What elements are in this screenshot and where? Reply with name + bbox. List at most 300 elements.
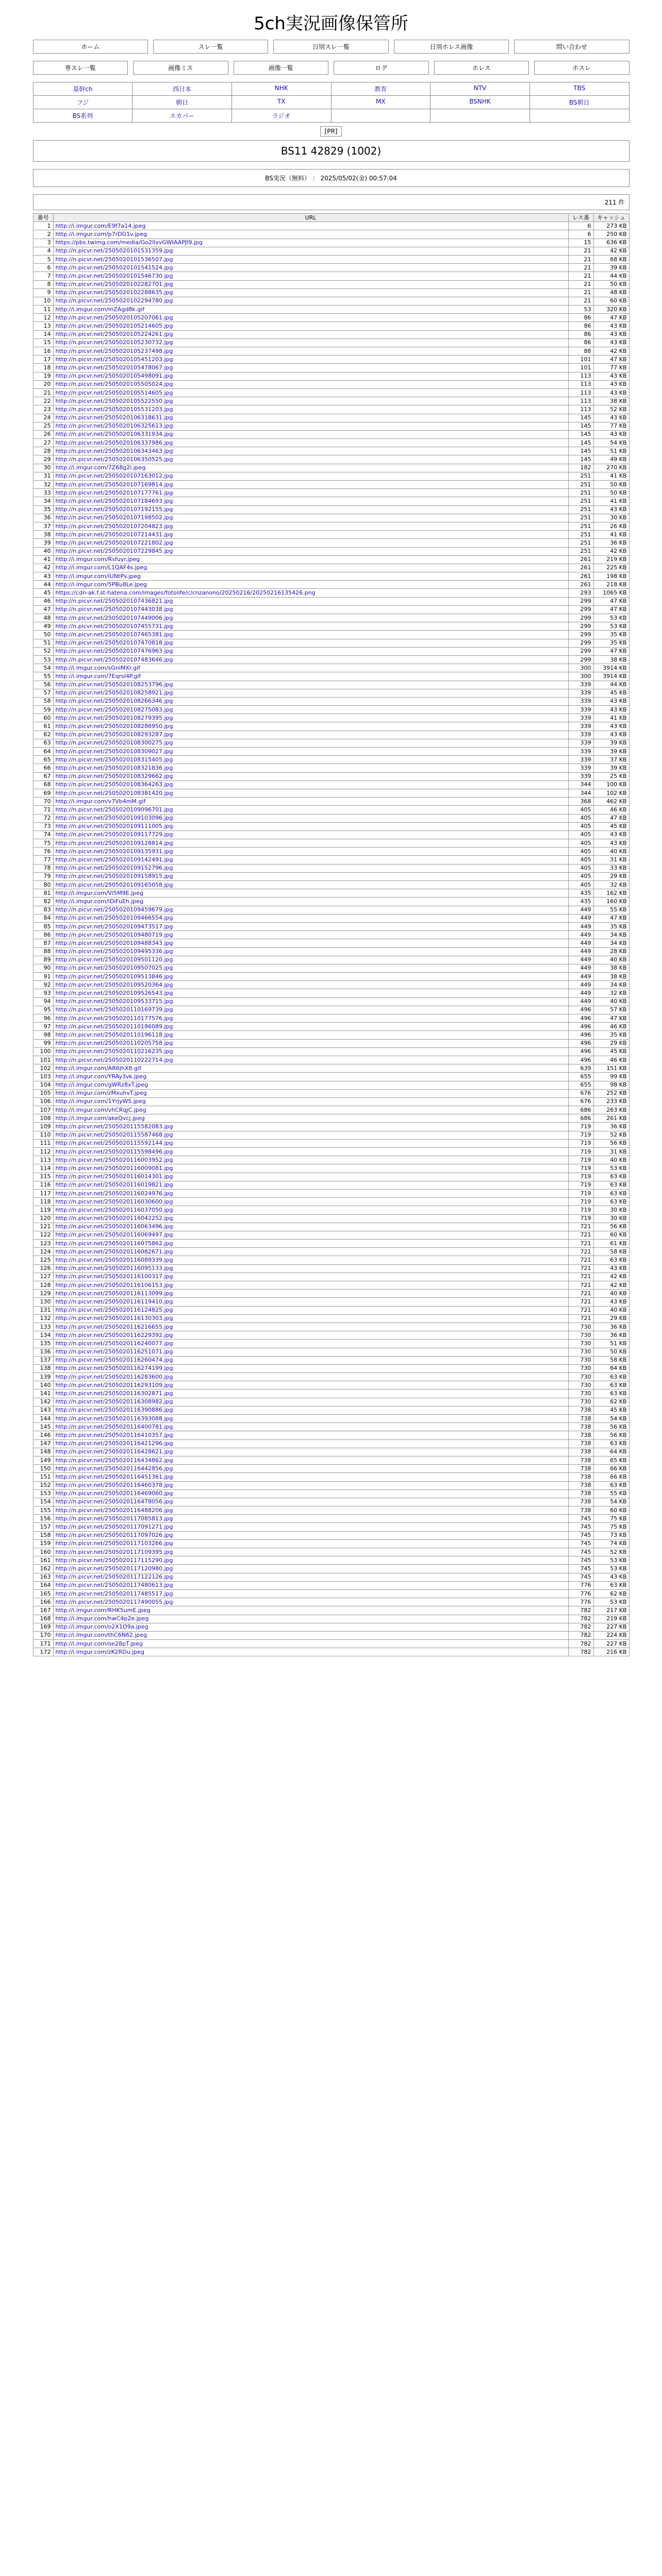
image-url-link[interactable]: http://i.imgur.com/7Z68g2i.jpeg (53, 464, 568, 472)
image-url-link[interactable]: http://n.picvr.net/2505020105230732.jpg (53, 338, 568, 347)
cache-size-link[interactable]: 151 KB (593, 1064, 629, 1073)
image-url-link[interactable]: http://n.picvr.net/2505020107483646.jpg (53, 655, 568, 664)
res-number-link[interactable]: 719 (568, 1139, 593, 1147)
cache-size-link[interactable]: 60 KB (593, 1231, 629, 1239)
res-number-link[interactable]: 299 (568, 647, 593, 655)
image-url-link[interactable]: http://n.picvr.net/2505020117091271.jpg (53, 1523, 568, 1531)
image-url-link[interactable]: http://i.imgur.com/iUNtPv.jpeg (53, 572, 568, 581)
cache-size-link[interactable]: 43 KB (593, 322, 629, 330)
cache-size-link[interactable]: 273 KB (593, 222, 629, 230)
cache-size-link[interactable]: 320 KB (593, 306, 629, 314)
image-url-link[interactable]: http://n.picvr.net/2505020116428621.jpg (53, 1448, 568, 1456)
cache-size-link[interactable]: 63 KB (593, 1581, 629, 1589)
res-number-link[interactable]: 496 (568, 1039, 593, 1047)
cache-size-link[interactable]: 198 KB (593, 572, 629, 581)
cache-size-link[interactable]: 40 KB (593, 956, 629, 964)
res-number-link[interactable]: 88 (568, 347, 593, 355)
image-url-link[interactable]: http://n.picvr.net/2505020108381420.jpg (53, 789, 568, 797)
cache-size-link[interactable]: 216 KB (593, 1648, 629, 1656)
image-url-link[interactable]: http://n.picvr.net/2505020116478056.jpg (53, 1498, 568, 1506)
cache-size-link[interactable]: 61 KB (593, 1240, 629, 1248)
image-url-link[interactable]: http://n.picvr.net/2505020117122126.jpg (53, 1573, 568, 1581)
pr-label[interactable]: [PR] (320, 126, 342, 137)
res-number-link[interactable]: 686 (568, 1106, 593, 1114)
image-url-link[interactable]: http://n.picvr.net/2505020107163012.jpg (53, 472, 568, 480)
res-number-link[interactable]: 113 (568, 388, 593, 397)
image-url-link[interactable]: http://n.picvr.net/2505020117115290.jpg (53, 1556, 568, 1565)
cache-size-link[interactable]: 63 KB (593, 1173, 629, 1181)
image-url-link[interactable]: http://n.picvr.net/2505020116216655.jpg (53, 1323, 568, 1331)
cache-size-link[interactable]: 270 KB (593, 464, 629, 472)
res-number-link[interactable]: 719 (568, 1214, 593, 1223)
image-url-link[interactable]: http://i.imgur.com/v7Vb4mM.gif (53, 798, 568, 806)
image-url-link[interactable]: http://n.picvr.net/2505020108321836.jpg (53, 764, 568, 772)
image-url-link[interactable]: http://n.picvr.net/2505020107184693.jpg (53, 497, 568, 505)
cache-size-link[interactable]: 63 KB (593, 1198, 629, 1206)
res-number-link[interactable]: 251 (568, 489, 593, 497)
image-url-link[interactable]: http://n.picvr.net/2505020108309027.jpg (53, 748, 568, 756)
res-number-link[interactable]: 435 (568, 897, 593, 906)
res-number-link[interactable]: 300 (568, 672, 593, 681)
image-url-link[interactable]: http://n.picvr.net/2505020115587468.jpg (53, 1131, 568, 1139)
cache-size-link[interactable]: 57 KB (593, 1006, 629, 1014)
image-url-link[interactable]: http://n.picvr.net/2505020116130303.jpg (53, 1314, 568, 1323)
image-url-link[interactable]: http://n.picvr.net/2505020107436821.jpg (53, 597, 568, 605)
image-url-link[interactable]: http://n.picvr.net/2505020116069497.jpg (53, 1231, 568, 1239)
image-url-link[interactable]: http://n.picvr.net/2505020115582083.jpg (53, 1123, 568, 1131)
res-number-link[interactable]: 721 (568, 1256, 593, 1264)
cache-size-link[interactable]: 29 KB (593, 1314, 629, 1323)
image-url-link[interactable]: http://n.picvr.net/2505020108279395.jpg (53, 714, 568, 722)
cache-size-link[interactable]: 38 KB (593, 655, 629, 664)
nav-link-2[interactable]: 日別スレ一覧 (273, 40, 388, 54)
image-url-link[interactable]: http://i.imgur.com/thC6N62.jpeg (53, 1631, 568, 1639)
subnav-link-0[interactable]: 専スレ一覧 (33, 61, 128, 75)
cache-size-link[interactable]: 60 KB (593, 1506, 629, 1515)
res-number-link[interactable]: 113 (568, 405, 593, 414)
cache-size-link[interactable]: 63 KB (593, 1181, 629, 1189)
image-url-link[interactable]: http://n.picvr.net/2505020108253796.jpg (53, 681, 568, 689)
cache-size-link[interactable]: 250 KB (593, 230, 629, 239)
image-url-link[interactable]: http://n.picvr.net/2505020110196118.jpg (53, 1031, 568, 1039)
image-url-link[interactable]: http://n.picvr.net/2505020105214605.jpg (53, 322, 568, 330)
image-url-link[interactable]: http://n.picvr.net/2505020109111005.jpg (53, 822, 568, 831)
res-number-link[interactable]: 405 (568, 848, 593, 856)
cache-size-link[interactable]: 34 KB (593, 981, 629, 989)
res-number-link[interactable]: 21 (568, 280, 593, 289)
res-number-link[interactable]: 782 (568, 1606, 593, 1615)
cache-size-link[interactable]: 47 KB (593, 605, 629, 614)
res-number-link[interactable]: 53 (568, 306, 593, 314)
image-url-link[interactable]: http://n.picvr.net/2505020108329662.jpg (53, 772, 568, 781)
cache-size-link[interactable]: 41 KB (593, 714, 629, 722)
cache-size-link[interactable]: 43 KB (593, 380, 629, 388)
cache-size-link[interactable]: 26 KB (593, 522, 629, 530)
image-url-link[interactable]: http://n.picvr.net/2505020102294780.jpg (53, 297, 568, 305)
image-url-link[interactable]: http://n.picvr.net/2505020115598496.jpg (53, 1148, 568, 1156)
nav-link-3[interactable]: 日別ホレス画像 (394, 40, 509, 54)
cache-size-link[interactable]: 50 KB (593, 481, 629, 489)
res-number-link[interactable]: 300 (568, 664, 593, 672)
image-url-link[interactable]: http://i.imgur.com/zK2RDu.jpeg (53, 1648, 568, 1656)
cache-size-link[interactable]: 43 KB (593, 731, 629, 739)
image-url-link[interactable]: http://i.imgur.com/Rsfuyr.jpeg (53, 555, 568, 564)
cache-size-link[interactable]: 65 KB (593, 1456, 629, 1464)
res-number-link[interactable]: 339 (568, 722, 593, 731)
cache-size-link[interactable]: 42 KB (593, 347, 629, 355)
res-number-link[interactable]: 730 (568, 1331, 593, 1340)
res-number-link[interactable]: 21 (568, 247, 593, 255)
image-url-link[interactable]: http://n.picvr.net/2505020101546730.jpg (53, 272, 568, 280)
res-number-link[interactable]: 655 (568, 1081, 593, 1089)
image-url-link[interactable]: http://n.picvr.net/2505020116274199.jpg (53, 1364, 568, 1372)
cache-size-link[interactable]: 43 KB (593, 1298, 629, 1306)
res-number-link[interactable]: 145 (568, 414, 593, 422)
image-url-link[interactable]: http://n.picvr.net/2505020107169814.jpg (53, 481, 568, 489)
res-number-link[interactable]: 730 (568, 1340, 593, 1348)
nav-link-0[interactable]: ホーム (33, 40, 148, 54)
cache-size-link[interactable]: 462 KB (593, 798, 629, 806)
image-url-link[interactable]: http://n.picvr.net/2505020108266346.jpg (53, 697, 568, 705)
res-number-link[interactable]: 782 (568, 1648, 593, 1656)
cache-size-link[interactable]: 100 KB (593, 781, 629, 789)
res-number-link[interactable]: 738 (568, 1431, 593, 1439)
image-url-link[interactable]: http://i.imgur.com/YRAy3vk.jpeg (53, 1073, 568, 1081)
image-url-link[interactable]: http://n.picvr.net/2505020116063496.jpg (53, 1223, 568, 1231)
cache-size-link[interactable]: 217 KB (593, 1606, 629, 1615)
image-url-link[interactable]: http://n.picvr.net/2505020109501120.jpg (53, 956, 568, 964)
res-number-link[interactable]: 745 (568, 1531, 593, 1539)
res-number-link[interactable]: 738 (568, 1415, 593, 1423)
image-url-link[interactable]: http://n.picvr.net/2505020105451203.jpg (53, 355, 568, 364)
res-number-link[interactable]: 782 (568, 1615, 593, 1623)
cache-size-link[interactable]: 53 KB (593, 1598, 629, 1606)
res-number-link[interactable]: 738 (568, 1473, 593, 1481)
nav-link-4[interactable]: 問い合わせ (514, 40, 629, 54)
cache-size-link[interactable]: 51 KB (593, 447, 629, 455)
cache-size-link[interactable]: 30 KB (593, 514, 629, 522)
image-url-link[interactable]: http://n.picvr.net/2505020105237498.jpg (53, 347, 568, 355)
cache-size-link[interactable]: 63 KB (593, 1373, 629, 1381)
cache-size-link[interactable]: 47 KB (593, 597, 629, 605)
image-url-link[interactable]: http://n.picvr.net/2505020116229392.jpg (53, 1331, 568, 1340)
cache-size-link[interactable]: 36 KB (593, 1323, 629, 1331)
cache-size-link[interactable]: 160 KB (593, 897, 629, 906)
res-number-link[interactable]: 745 (568, 1523, 593, 1531)
image-url-link[interactable]: http://n.picvr.net/2505020107192155.jpg (53, 505, 568, 514)
res-number-link[interactable]: 719 (568, 1123, 593, 1131)
channel-link[interactable]: BSNHK (431, 96, 530, 109)
image-url-link[interactable]: http://i.imgur.com/hwC4p2e.jpeg (53, 1615, 568, 1623)
image-url-link[interactable]: http://n.picvr.net/2505020116488206.jpg (53, 1506, 568, 1515)
res-number-link[interactable]: 339 (568, 739, 593, 747)
res-number-link[interactable]: 86 (568, 322, 593, 330)
image-url-link[interactable]: http://n.picvr.net/2505020116390886.jpg (53, 1406, 568, 1414)
image-url-link[interactable]: http://n.picvr.net/2505020109495336.jpg (53, 947, 568, 956)
cache-size-link[interactable]: 50 KB (593, 1348, 629, 1356)
image-url-link[interactable]: http://n.picvr.net/2505020116019821.jpg (53, 1181, 568, 1189)
site-title[interactable]: 5ch実況画像保管所 (254, 13, 408, 34)
res-number-link[interactable]: 113 (568, 372, 593, 380)
cache-size-link[interactable]: 33 KB (593, 864, 629, 872)
cache-size-link[interactable]: 45 KB (593, 689, 629, 697)
res-number-link[interactable]: 101 (568, 364, 593, 372)
image-url-link[interactable]: http://n.picvr.net/2505020109507025.jpg (53, 964, 568, 972)
image-url-link[interactable]: http://i.imgur.com/o2X1O9a.jpeg (53, 1623, 568, 1631)
image-url-link[interactable]: http://n.picvr.net/2505020105498091.jpg (53, 372, 568, 380)
cache-size-link[interactable]: 74 KB (593, 1539, 629, 1548)
res-number-link[interactable]: 21 (568, 272, 593, 280)
image-url-link[interactable]: http://n.picvr.net/2505020107470818.jpg (53, 639, 568, 647)
res-number-link[interactable]: 496 (568, 1056, 593, 1064)
cache-size-link[interactable]: 34 KB (593, 931, 629, 939)
cache-size-link[interactable]: 40 KB (593, 848, 629, 856)
image-url-link[interactable]: http://i.imgur.com/sGnlMXr.gif (53, 664, 568, 672)
cache-size-link[interactable]: 50 KB (593, 280, 629, 289)
res-number-link[interactable]: 344 (568, 789, 593, 797)
res-number-link[interactable]: 293 (568, 589, 593, 597)
image-url-link[interactable]: http://i.imgur.com/p7rDG1v.jpeg (53, 230, 568, 239)
cache-size-link[interactable]: 56 KB (593, 1423, 629, 1431)
cache-size-link[interactable]: 43 KB (593, 414, 629, 422)
cache-size-link[interactable]: 44 KB (593, 681, 629, 689)
cache-size-link[interactable]: 54 KB (593, 1498, 629, 1506)
image-url-link[interactable]: http://n.picvr.net/2505020109158915.jpg (53, 872, 568, 880)
image-url-link[interactable]: http://n.picvr.net/2505020107443038.jpg (53, 605, 568, 614)
image-url-link[interactable]: http://n.picvr.net/2505020116410357.jpg (53, 1431, 568, 1439)
res-number-link[interactable]: 730 (568, 1398, 593, 1406)
image-url-link[interactable]: http://n.picvr.net/2505020101536507.jpg (53, 255, 568, 263)
image-url-link[interactable]: http://n.picvr.net/2505020115592144.jpg (53, 1139, 568, 1147)
image-url-link[interactable]: http://n.picvr.net/2505020116009081.jpg (53, 1164, 568, 1173)
res-number-link[interactable]: 339 (568, 731, 593, 739)
image-url-link[interactable]: http://n.picvr.net/2505020117085813.jpg (53, 1515, 568, 1523)
image-url-link[interactable]: http://n.picvr.net/2505020117103266.jpg (53, 1539, 568, 1548)
image-url-link[interactable]: http://n.picvr.net/2505020116075862.jpg (53, 1240, 568, 1248)
nav-link-1[interactable]: スレ一覧 (153, 40, 268, 54)
cache-size-link[interactable]: 58 KB (593, 1248, 629, 1256)
image-url-link[interactable]: http://n.picvr.net/2505020110169739.jpg (53, 1006, 568, 1014)
res-number-link[interactable]: 405 (568, 806, 593, 814)
image-url-link[interactable]: http://n.picvr.net/2505020107449006.jpg (53, 614, 568, 622)
image-url-link[interactable]: http://n.picvr.net/2505020110205758.jpg (53, 1039, 568, 1047)
res-number-link[interactable]: 101 (568, 355, 593, 364)
cache-size-link[interactable]: 98 KB (593, 1081, 629, 1089)
res-number-link[interactable]: 15 (568, 239, 593, 247)
res-number-link[interactable]: 676 (568, 1097, 593, 1106)
subnav-link-5[interactable]: ホスレ (534, 61, 630, 75)
image-url-link[interactable]: http://n.picvr.net/2505020105207061.jpg (53, 314, 568, 322)
res-number-link[interactable]: 721 (568, 1306, 593, 1314)
image-url-link[interactable]: http://n.picvr.net/2505020105224261.jpg (53, 330, 568, 338)
cache-size-link[interactable]: 73 KB (593, 1531, 629, 1539)
image-url-link[interactable]: http://n.picvr.net/2505020106325613.jpg (53, 422, 568, 430)
cache-size-link[interactable]: 53 KB (593, 1164, 629, 1173)
res-number-link[interactable]: 719 (568, 1148, 593, 1156)
res-number-link[interactable]: 730 (568, 1356, 593, 1364)
image-url-link[interactable]: http://i.imgur.com/RHK5umE.jpeg (53, 1606, 568, 1615)
image-url-link[interactable]: http://n.picvr.net/2505020116113099.jpg (53, 1290, 568, 1298)
res-number-link[interactable]: 261 (568, 581, 593, 589)
res-number-link[interactable]: 639 (568, 1064, 593, 1073)
res-number-link[interactable]: 721 (568, 1314, 593, 1323)
cache-size-link[interactable]: 56 KB (593, 1223, 629, 1231)
res-number-link[interactable]: 21 (568, 289, 593, 297)
cache-size-link[interactable]: 31 KB (593, 1148, 629, 1156)
cache-size-link[interactable]: 49 KB (593, 455, 629, 464)
cache-size-link[interactable]: 99 KB (593, 1073, 629, 1081)
cache-size-link[interactable]: 58 KB (593, 1356, 629, 1364)
cache-size-link[interactable]: 53 KB (593, 1565, 629, 1573)
res-number-link[interactable]: 299 (568, 631, 593, 639)
image-url-link[interactable]: http://n.picvr.net/2505020116400781.jpg (53, 1423, 568, 1431)
image-url-link[interactable]: http://n.picvr.net/2505020106343463.jpg (53, 447, 568, 455)
image-url-link[interactable]: http://n.picvr.net/2505020107221802.jpg (53, 539, 568, 547)
image-url-link[interactable]: https://pbs.twimg.com/media/Go2llvvGWIAAPJI9.jpg (53, 239, 568, 247)
cache-size-link[interactable]: 261 KB (593, 1114, 629, 1123)
image-url-link[interactable]: http://i.imgur.com/iDiFuEh.jpeg (53, 897, 568, 906)
res-number-link[interactable]: 251 (568, 547, 593, 555)
image-url-link[interactable]: http://n.picvr.net/2505020105478067.jpg (53, 364, 568, 372)
res-number-link[interactable]: 449 (568, 947, 593, 956)
res-number-link[interactable]: 496 (568, 1023, 593, 1031)
cache-size-link[interactable]: 62 KB (593, 1398, 629, 1406)
cache-size-link[interactable]: 38 KB (593, 973, 629, 981)
image-url-link[interactable]: http://n.picvr.net/2505020116283600.jpg (53, 1373, 568, 1381)
cache-size-link[interactable]: 40 KB (593, 1306, 629, 1314)
cache-size-link[interactable]: 1065 KB (593, 589, 629, 597)
cache-size-link[interactable]: 75 KB (593, 1515, 629, 1523)
cache-size-link[interactable]: 43 KB (593, 430, 629, 438)
res-number-link[interactable]: 251 (568, 531, 593, 539)
cache-size-link[interactable]: 233 KB (593, 1097, 629, 1106)
image-url-link[interactable]: http://n.picvr.net/2505020108286950.jpg (53, 722, 568, 731)
res-number-link[interactable]: 405 (568, 822, 593, 831)
res-number-link[interactable]: 344 (568, 781, 593, 789)
cache-size-link[interactable]: 263 KB (593, 1106, 629, 1114)
channel-link[interactable]: 西日本 (133, 82, 232, 96)
cache-size-link[interactable]: 30 KB (593, 1214, 629, 1223)
cache-size-link[interactable]: 52 KB (593, 1548, 629, 1556)
image-url-link[interactable]: http://n.picvr.net/2505020109520364.jpg (53, 981, 568, 989)
cache-size-link[interactable]: 52 KB (593, 1131, 629, 1139)
cache-size-link[interactable]: 45 KB (593, 1047, 629, 1056)
res-number-link[interactable]: 182 (568, 464, 593, 472)
image-url-link[interactable]: http://n.picvr.net/2505020108275083.jpg (53, 706, 568, 714)
cache-size-link[interactable]: 43 KB (593, 1573, 629, 1581)
res-number-link[interactable]: 738 (568, 1456, 593, 1464)
image-url-link[interactable]: http://n.picvr.net/2505020108258921.jpg (53, 689, 568, 697)
image-url-link[interactable]: http://i.imgur.com/zMxuhvT.jpeg (53, 1089, 568, 1097)
res-number-link[interactable]: 719 (568, 1173, 593, 1181)
image-url-link[interactable]: http://n.picvr.net/2505020116240077.jpg (53, 1340, 568, 1348)
image-url-link[interactable]: http://n.picvr.net/2505020109533715.jpg (53, 997, 568, 1006)
res-number-link[interactable]: 721 (568, 1281, 593, 1290)
cache-size-link[interactable]: 31 KB (593, 856, 629, 864)
res-number-link[interactable]: 738 (568, 1406, 593, 1414)
res-number-link[interactable]: 730 (568, 1348, 593, 1356)
res-number-link[interactable]: 721 (568, 1231, 593, 1239)
subnav-link-3[interactable]: ログ (334, 61, 429, 75)
subnav-link-2[interactable]: 画像一覧 (234, 61, 329, 75)
res-number-link[interactable]: 721 (568, 1223, 593, 1231)
image-url-link[interactable]: http://n.picvr.net/2505020109128814.jpg (53, 839, 568, 848)
res-number-link[interactable]: 745 (568, 1565, 593, 1573)
res-number-link[interactable]: 738 (568, 1439, 593, 1448)
res-number-link[interactable]: 745 (568, 1556, 593, 1565)
image-url-link[interactable]: http://n.picvr.net/2505020109473517.jpg (53, 922, 568, 930)
cache-size-link[interactable]: 45 KB (593, 822, 629, 831)
image-url-link[interactable]: http://n.picvr.net/2505020107455731.jpg (53, 622, 568, 631)
res-number-link[interactable]: 721 (568, 1290, 593, 1298)
cache-size-link[interactable]: 219 KB (593, 1615, 629, 1623)
res-number-link[interactable]: 6 (568, 230, 593, 239)
image-url-link[interactable]: http://n.picvr.net/2505020107198502.jpg (53, 514, 568, 522)
image-url-link[interactable]: http://n.picvr.net/2505020116089339.jpg (53, 1256, 568, 1264)
res-number-link[interactable]: 405 (568, 864, 593, 872)
res-number-link[interactable]: 721 (568, 1240, 593, 1248)
image-url-link[interactable]: http://i.imgur.com/L1QAF4s.jpeg (53, 564, 568, 572)
res-number-link[interactable]: 719 (568, 1164, 593, 1173)
res-number-link[interactable]: 676 (568, 1089, 593, 1097)
image-url-link[interactable]: http://n.picvr.net/2505020107476963.jpg (53, 647, 568, 655)
res-number-link[interactable]: 738 (568, 1465, 593, 1473)
image-url-link[interactable]: http://i.imgur.com/mZAgd8k.gif (53, 306, 568, 314)
image-url-link[interactable]: http://n.picvr.net/2505020116308982.jpg (53, 1398, 568, 1406)
cache-size-link[interactable]: 39 KB (593, 264, 629, 272)
res-number-link[interactable]: 776 (568, 1589, 593, 1598)
image-url-link[interactable]: http://n.picvr.net/2505020116434862.jpg (53, 1456, 568, 1464)
res-number-link[interactable]: 86 (568, 330, 593, 338)
cache-size-link[interactable]: 43 KB (593, 372, 629, 380)
image-url-link[interactable]: http://i.imgur.com/akeQvcj.jpeg (53, 1114, 568, 1123)
image-url-link[interactable]: http://n.picvr.net/2505020105522550.jpg (53, 397, 568, 405)
res-number-link[interactable]: 738 (568, 1448, 593, 1456)
res-number-link[interactable]: 738 (568, 1506, 593, 1515)
cache-size-link[interactable]: 41 KB (593, 531, 629, 539)
image-url-link[interactable]: http://i.imgur.com/vhCRqjC.jpeg (53, 1106, 568, 1114)
cache-size-link[interactable]: 52 KB (593, 405, 629, 414)
image-url-link[interactable]: http://n.picvr.net/2505020116302871.jpg (53, 1389, 568, 1398)
image-url-link[interactable]: http://n.picvr.net/2505020101531359.jpg (53, 247, 568, 255)
image-url-link[interactable]: http://n.picvr.net/2505020107465381.jpg (53, 631, 568, 639)
res-number-link[interactable]: 449 (568, 997, 593, 1006)
image-url-link[interactable]: http://n.picvr.net/2505020116469060.jpg (53, 1489, 568, 1498)
cache-size-link[interactable]: 42 KB (593, 247, 629, 255)
cache-size-link[interactable]: 227 KB (593, 1623, 629, 1631)
cache-size-link[interactable]: 64 KB (593, 1448, 629, 1456)
image-url-link[interactable]: http://n.picvr.net/2505020110177576.jpg (53, 1014, 568, 1023)
res-number-link[interactable]: 251 (568, 497, 593, 505)
cache-size-link[interactable]: 30 KB (593, 1206, 629, 1214)
channel-link[interactable]: MX (332, 96, 431, 109)
res-number-link[interactable]: 145 (568, 422, 593, 430)
cache-size-link[interactable]: 48 KB (593, 289, 629, 297)
res-number-link[interactable]: 339 (568, 772, 593, 781)
res-number-link[interactable]: 21 (568, 297, 593, 305)
res-number-link[interactable]: 721 (568, 1298, 593, 1306)
image-url-link[interactable]: http://i.imgur.com/7Eqrsl4P.gif (53, 672, 568, 681)
cache-size-link[interactable]: 35 KB (593, 631, 629, 639)
cache-size-link[interactable]: 35 KB (593, 639, 629, 647)
res-number-link[interactable]: 145 (568, 439, 593, 447)
cache-size-link[interactable]: 42 KB (593, 1273, 629, 1281)
image-url-link[interactable]: http://n.picvr.net/2505020105531203.jpg (53, 405, 568, 414)
cache-size-link[interactable]: 35 KB (593, 1031, 629, 1039)
image-url-link[interactable]: http://n.picvr.net/2505020116106153.jpg (53, 1281, 568, 1290)
res-number-link[interactable]: 261 (568, 555, 593, 564)
res-number-link[interactable]: 719 (568, 1181, 593, 1189)
